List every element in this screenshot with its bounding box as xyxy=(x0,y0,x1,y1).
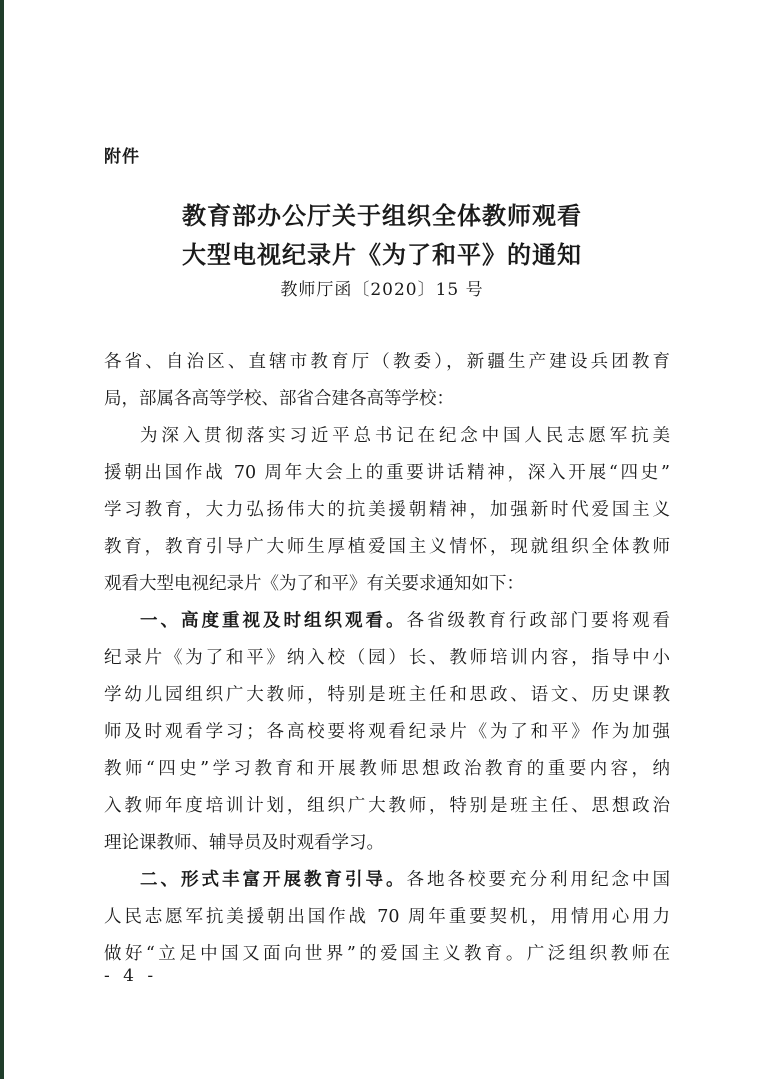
body-line: 师及时观看学习；各高校要将观看纪录片《为了和平》作为加强 xyxy=(104,722,670,742)
body-line: 局，部属各高等学校、部省合建各高等学校： xyxy=(104,389,454,409)
document-title-line-2: 大型电视纪录片《为了和平》的通知 xyxy=(182,240,582,269)
body-line: 做好“立足中国又面向世界”的爱国主义教育。广泛组织教师在 xyxy=(104,944,670,964)
section-2-heading: 二、形式丰富开展教育引导。 xyxy=(140,870,407,890)
page-number: - 4 - xyxy=(104,966,158,986)
body-line: 学习教育，大力弘扬伟大的抗美援朝精神，加强新时代爱国主义 xyxy=(104,500,670,520)
section-2-text: 各地各校要充分利用纪念中国 xyxy=(406,870,670,890)
body-line: 入教师年度培训计划，组织广大教师，特别是班主任、思想政治 xyxy=(104,796,670,816)
body-line: 纪录片《为了和平》纳入校（园）长、教师培训内容，指导中小 xyxy=(104,648,670,668)
body-line: 人民志愿军抗美援朝出国作战 70 周年重要契机，用情用心用力 xyxy=(104,907,670,927)
document-number: 教师厅函〔2020〕15 号 xyxy=(280,280,484,300)
section-1-text: 各省级教育行政部门要将观看 xyxy=(406,611,670,631)
body-line: 教师“四史”学习教育和开展教师思想政治教育的重要内容，纳 xyxy=(104,759,670,779)
attachment-label: 附件 xyxy=(104,147,140,167)
section-2-first-line xyxy=(140,869,670,891)
body-line: 各省、自治区、直辖市教育厅（教委），新疆生产建设兵团教育 xyxy=(104,352,670,372)
body-line: 观看大型电视纪录片《为了和平》有关要求通知如下： xyxy=(104,574,524,594)
document-title-line-1: 教育部办公厅关于组织全体教师观看 xyxy=(182,201,582,230)
body-line: 为深入贯彻落实习近平总书记在纪念中国人民志愿军抗美 xyxy=(140,426,670,446)
body-line: 理论课教师、辅导员及时观看学习。 xyxy=(104,833,384,853)
body-line: 教育，教育引导广大师生厚植爱国主义情怀，现就组织全体教师 xyxy=(104,537,670,557)
body-line: 援朝出国作战 70 周年大会上的重要讲话精神，深入开展“四史” xyxy=(104,463,670,483)
section-1-first-line xyxy=(140,610,670,632)
body-line: 学幼儿园组织广大教师，特别是班主任和思政、语文、历史课教 xyxy=(104,685,670,705)
section-1-heading: 一、高度重视及时组织观看。 xyxy=(140,611,407,631)
